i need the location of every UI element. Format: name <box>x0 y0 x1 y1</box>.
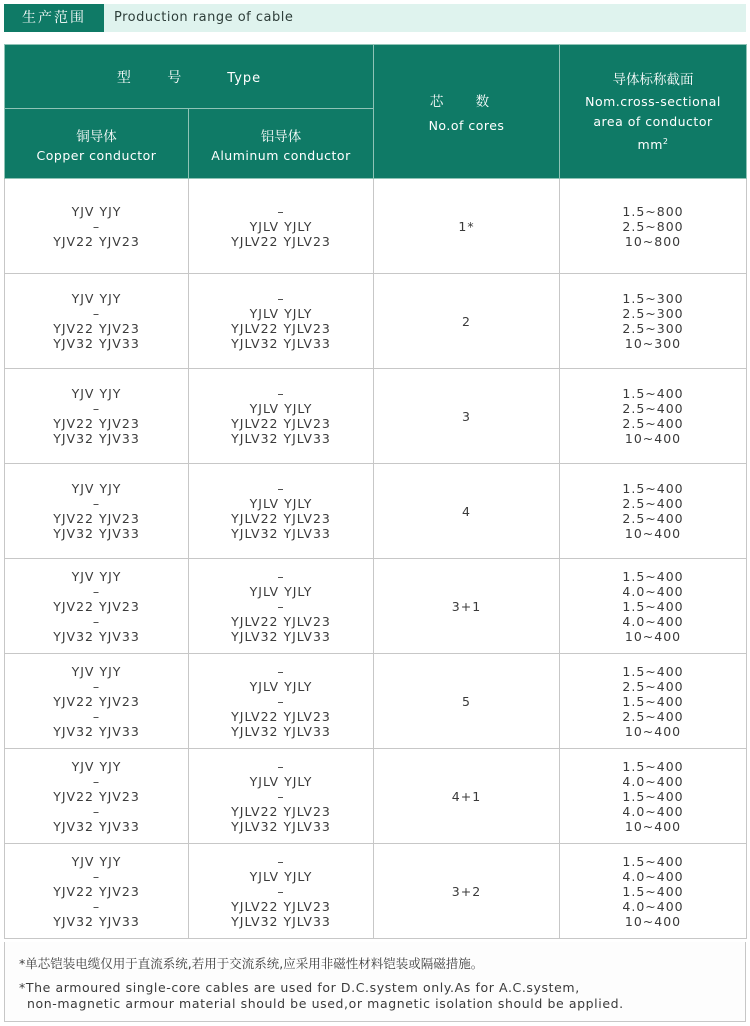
aluminum-cell-line: YJLV YJLY <box>249 583 313 599</box>
area-cell-line: 2.5~400 <box>622 708 684 724</box>
copper-cell-line: YJV YJY <box>71 203 122 219</box>
copper-cell-line: YJV YJY <box>71 853 122 869</box>
footnote-cn: *单芯铠装电缆仅用于直流系统,若用于交流系统,应采用非磁性材料铠装或隔磁措施。 <box>19 956 484 971</box>
aluminum-cell-line: YJLV YJLY <box>249 868 313 884</box>
area-cell-line: 10~800 <box>624 233 682 249</box>
aluminum-cell-line: YJLV32 YJLV33 <box>231 526 331 541</box>
aluminum-cell-line: YJLV32 YJLV33 <box>231 723 331 739</box>
table-row <box>5 274 747 369</box>
aluminum-cell-line: YJLV32 YJLV33 <box>231 431 331 446</box>
table-row <box>5 654 747 749</box>
aluminum-cell-line: YJLV22 YJLV23 <box>231 803 331 819</box>
aluminum-cell-line: YJLV32 YJLV33 <box>231 628 331 644</box>
copper-cell <box>5 749 189 844</box>
area-cell-line: 2.5~400 <box>622 401 684 416</box>
aluminum-cell <box>189 844 374 939</box>
type-header-cn: 型 号 <box>116 69 198 86</box>
table-row <box>5 749 747 844</box>
copper-cell-line: – <box>92 613 101 629</box>
aluminum-cell <box>189 654 374 749</box>
table-row <box>5 369 747 464</box>
copper-cell <box>5 369 189 464</box>
cores-header-en: No.of cores <box>428 118 505 133</box>
section-title: Production range of cable <box>114 10 294 25</box>
copper-cell-line: YJV YJY <box>71 481 122 496</box>
area-cell-line: 1.5~800 <box>622 203 684 219</box>
area-cell <box>560 464 747 559</box>
copper-cell <box>5 844 189 939</box>
area-cell-line: 10~400 <box>624 526 682 541</box>
aluminum-cell-line: – <box>277 663 285 679</box>
copper-cell-line: – <box>92 868 101 884</box>
aluminum-cell-line: YJLV32 YJLV33 <box>231 336 331 351</box>
cores-header-cn: 芯 数 <box>429 94 504 110</box>
area-cell-line: 2.5~300 <box>622 306 684 321</box>
area-cell <box>560 369 747 464</box>
area-cell-line: 10~400 <box>624 913 682 929</box>
aluminum-cell <box>189 749 374 844</box>
copper-cell-line: YJV22 YJV23 <box>53 693 140 709</box>
copper-cell-line: YJV32 YJV33 <box>53 336 140 351</box>
cores-cell: 4 <box>374 464 560 559</box>
area-cell-line: 1.5~400 <box>622 568 684 584</box>
area-header <box>560 45 747 179</box>
area-cell-line: 1.5~400 <box>622 853 684 869</box>
cores-cell: 3+2 <box>374 844 560 939</box>
table-row <box>5 559 747 654</box>
area-cell-line: 4.0~400 <box>622 803 684 819</box>
cores-cell: 3 <box>374 369 560 464</box>
aluminum-cell-line: – <box>277 291 285 306</box>
area-cell-line: 2.5~400 <box>622 416 684 431</box>
footnote-en-line1: *The armoured single-core cables are used for D.C.system only.As for A.C.system, <box>19 980 580 995</box>
aluminum-cell <box>189 464 374 559</box>
copper-cell-line: YJV22 YJV23 <box>53 233 140 249</box>
aluminum-cell <box>189 369 374 464</box>
area-cell-line: 10~400 <box>624 431 682 446</box>
copper-cell-line: YJV32 YJV33 <box>53 818 140 834</box>
area-unit: mm <box>637 137 663 153</box>
area-cell-line: 2.5~400 <box>622 496 684 511</box>
aluminum-cell-line: YJLV32 YJLV33 <box>231 818 331 834</box>
area-cell-line: 1.5~400 <box>622 386 684 401</box>
cores-cell: 2 <box>374 274 560 369</box>
aluminum-cell-line: – <box>277 481 285 496</box>
area-cell-line: 10~400 <box>624 818 682 834</box>
aluminum-cell-line: YJLV YJLY <box>249 401 313 416</box>
aluminum-cell-line: YJLV22 YJLV23 <box>231 416 331 431</box>
aluminum-cell-line: YJLV22 YJLV23 <box>231 708 331 724</box>
area-header-cn: 导体标称截面 <box>612 71 694 88</box>
copper-header <box>5 109 189 179</box>
aluminum-cell <box>189 274 374 369</box>
copper-cell-line: YJV22 YJV23 <box>53 598 140 614</box>
aluminum-cell-line: – <box>277 203 285 219</box>
copper-cell <box>5 654 189 749</box>
aluminum-cell-line: – <box>277 883 285 899</box>
area-cell <box>560 749 747 844</box>
area-cell <box>560 559 747 654</box>
area-cell <box>560 274 747 369</box>
copper-cell-line: YJV22 YJV23 <box>53 883 140 899</box>
copper-cell-line: YJV32 YJV33 <box>53 723 140 739</box>
copper-cell-line: – <box>92 496 101 511</box>
aluminum-cell-line: – <box>277 758 285 774</box>
cores-cell: 3+1 <box>374 559 560 654</box>
area-cell-line: 2.5~400 <box>622 678 684 694</box>
table-row <box>5 464 747 559</box>
copper-cell <box>5 464 189 559</box>
aluminum-cell-line: YJLV YJLY <box>249 773 313 789</box>
copper-cell-line: YJV22 YJV23 <box>53 416 140 431</box>
type-header-en: Type <box>227 70 262 86</box>
aluminum-cell-line: YJLV22 YJLV23 <box>231 511 331 526</box>
area-cell-line: 4.0~400 <box>622 583 684 599</box>
copper-cell <box>5 274 189 369</box>
aluminum-cell-line: YJLV22 YJLV23 <box>231 898 331 914</box>
copper-cell-line: – <box>92 898 101 914</box>
aluminum-cell-line: YJLV22 YJLV23 <box>231 613 331 629</box>
aluminum-cell-line: YJLV YJLY <box>249 678 313 694</box>
copper-cell-line: YJV22 YJV23 <box>53 511 140 526</box>
aluminum-cell-line: YJLV YJLY <box>249 218 313 234</box>
area-header-en1: Nom.cross-sectional <box>585 93 721 109</box>
copper-cell-line: YJV YJY <box>71 386 122 401</box>
aluminum-header-cn: 铝导体 <box>260 128 302 145</box>
aluminum-cell <box>189 559 374 654</box>
copper-header-en: Copper conductor <box>36 147 157 163</box>
copper-cell-line: YJV YJY <box>71 568 122 584</box>
area-cell-line: 1.5~400 <box>622 481 684 496</box>
area-cell-line: 10~300 <box>624 336 682 351</box>
copper-cell-line: – <box>92 306 101 321</box>
aluminum-cell-line: – <box>277 568 285 584</box>
copper-cell-line: – <box>92 583 101 599</box>
cores-header <box>374 45 560 179</box>
table-body <box>5 179 747 939</box>
area-cell <box>560 844 747 939</box>
cores-cell: 5 <box>374 654 560 749</box>
aluminum-cell-line: YJLV YJLY <box>249 496 313 511</box>
footnote-en-line2: non-magnetic armour material should be used,or magnetic isolation should be applied. <box>27 996 624 1011</box>
area-cell-line: 1.5~300 <box>622 291 684 306</box>
copper-cell-line: YJV YJY <box>71 758 122 774</box>
copper-cell-line: YJV22 YJV23 <box>53 321 140 336</box>
copper-cell-line: YJV32 YJV33 <box>53 431 140 446</box>
footnotes <box>4 942 746 1022</box>
copper-cell-line: YJV22 YJV23 <box>53 788 140 804</box>
area-cell-line: 1.5~400 <box>622 598 684 614</box>
aluminum-cell-line: – <box>277 788 285 804</box>
aluminum-cell-line: YJLV22 YJLV23 <box>231 321 331 336</box>
footnote-en <box>19 980 624 1012</box>
area-cell-line: 4.0~400 <box>622 773 684 789</box>
copper-cell-line: – <box>92 218 101 234</box>
area-header-unit <box>560 132 746 155</box>
copper-cell-line: – <box>92 803 101 819</box>
table-row <box>5 179 747 274</box>
area-cell-line: 1.5~400 <box>622 788 684 804</box>
area-cell <box>560 179 747 274</box>
table-row <box>5 844 747 939</box>
aluminum-cell <box>189 179 374 274</box>
area-cell-line: 2.5~800 <box>622 218 684 234</box>
area-cell-line: 10~400 <box>624 723 682 739</box>
area-cell-line: 1.5~400 <box>622 663 684 679</box>
section-tag: 生产范围 <box>4 4 104 32</box>
area-cell-line: 4.0~400 <box>622 868 684 884</box>
copper-cell-line: YJV32 YJV33 <box>53 628 140 644</box>
area-unit-sup: 2 <box>662 136 669 146</box>
cores-cell: 1* <box>374 179 560 274</box>
aluminum-cell-line: – <box>277 386 285 401</box>
copper-cell-line: – <box>92 678 101 694</box>
area-cell <box>560 654 747 749</box>
aluminum-cell-line: – <box>277 693 285 709</box>
area-cell-line: 2.5~400 <box>622 511 684 526</box>
copper-cell <box>5 559 189 654</box>
production-range-table <box>4 44 746 942</box>
copper-cell <box>5 179 189 274</box>
copper-header-cn: 铜导体 <box>76 128 117 145</box>
area-cell-line: 1.5~400 <box>622 883 684 899</box>
area-header-en2: area of conductor <box>593 113 713 129</box>
copper-cell-line: – <box>92 401 101 416</box>
area-cell-line: 10~400 <box>624 628 682 644</box>
area-cell-line: 1.5~400 <box>622 693 684 709</box>
area-cell-line: 2.5~300 <box>622 321 684 336</box>
aluminum-cell-line: YJLV YJLY <box>249 306 313 321</box>
aluminum-cell-line: – <box>277 598 285 614</box>
section-header <box>4 4 746 32</box>
copper-cell-line: YJV YJY <box>71 291 122 306</box>
aluminum-cell-line: – <box>277 853 285 869</box>
copper-cell-line: – <box>92 773 101 789</box>
copper-cell-line: YJV YJY <box>71 663 122 679</box>
aluminum-header-en: Aluminum conductor <box>211 147 351 163</box>
aluminum-cell-line: YJLV32 YJLV33 <box>231 913 331 929</box>
area-cell-line: 4.0~400 <box>622 613 684 629</box>
aluminum-cell-line: YJLV22 YJLV23 <box>231 233 331 249</box>
area-cell-line: 1.5~400 <box>622 758 684 774</box>
area-cell-line: 4.0~400 <box>622 898 684 914</box>
copper-cell-line: – <box>92 708 101 724</box>
aluminum-header <box>189 109 374 179</box>
cores-cell: 4+1 <box>374 749 560 844</box>
copper-cell-line: YJV32 YJV33 <box>53 913 140 929</box>
type-header <box>5 45 374 109</box>
copper-cell-line: YJV32 YJV33 <box>53 526 140 541</box>
